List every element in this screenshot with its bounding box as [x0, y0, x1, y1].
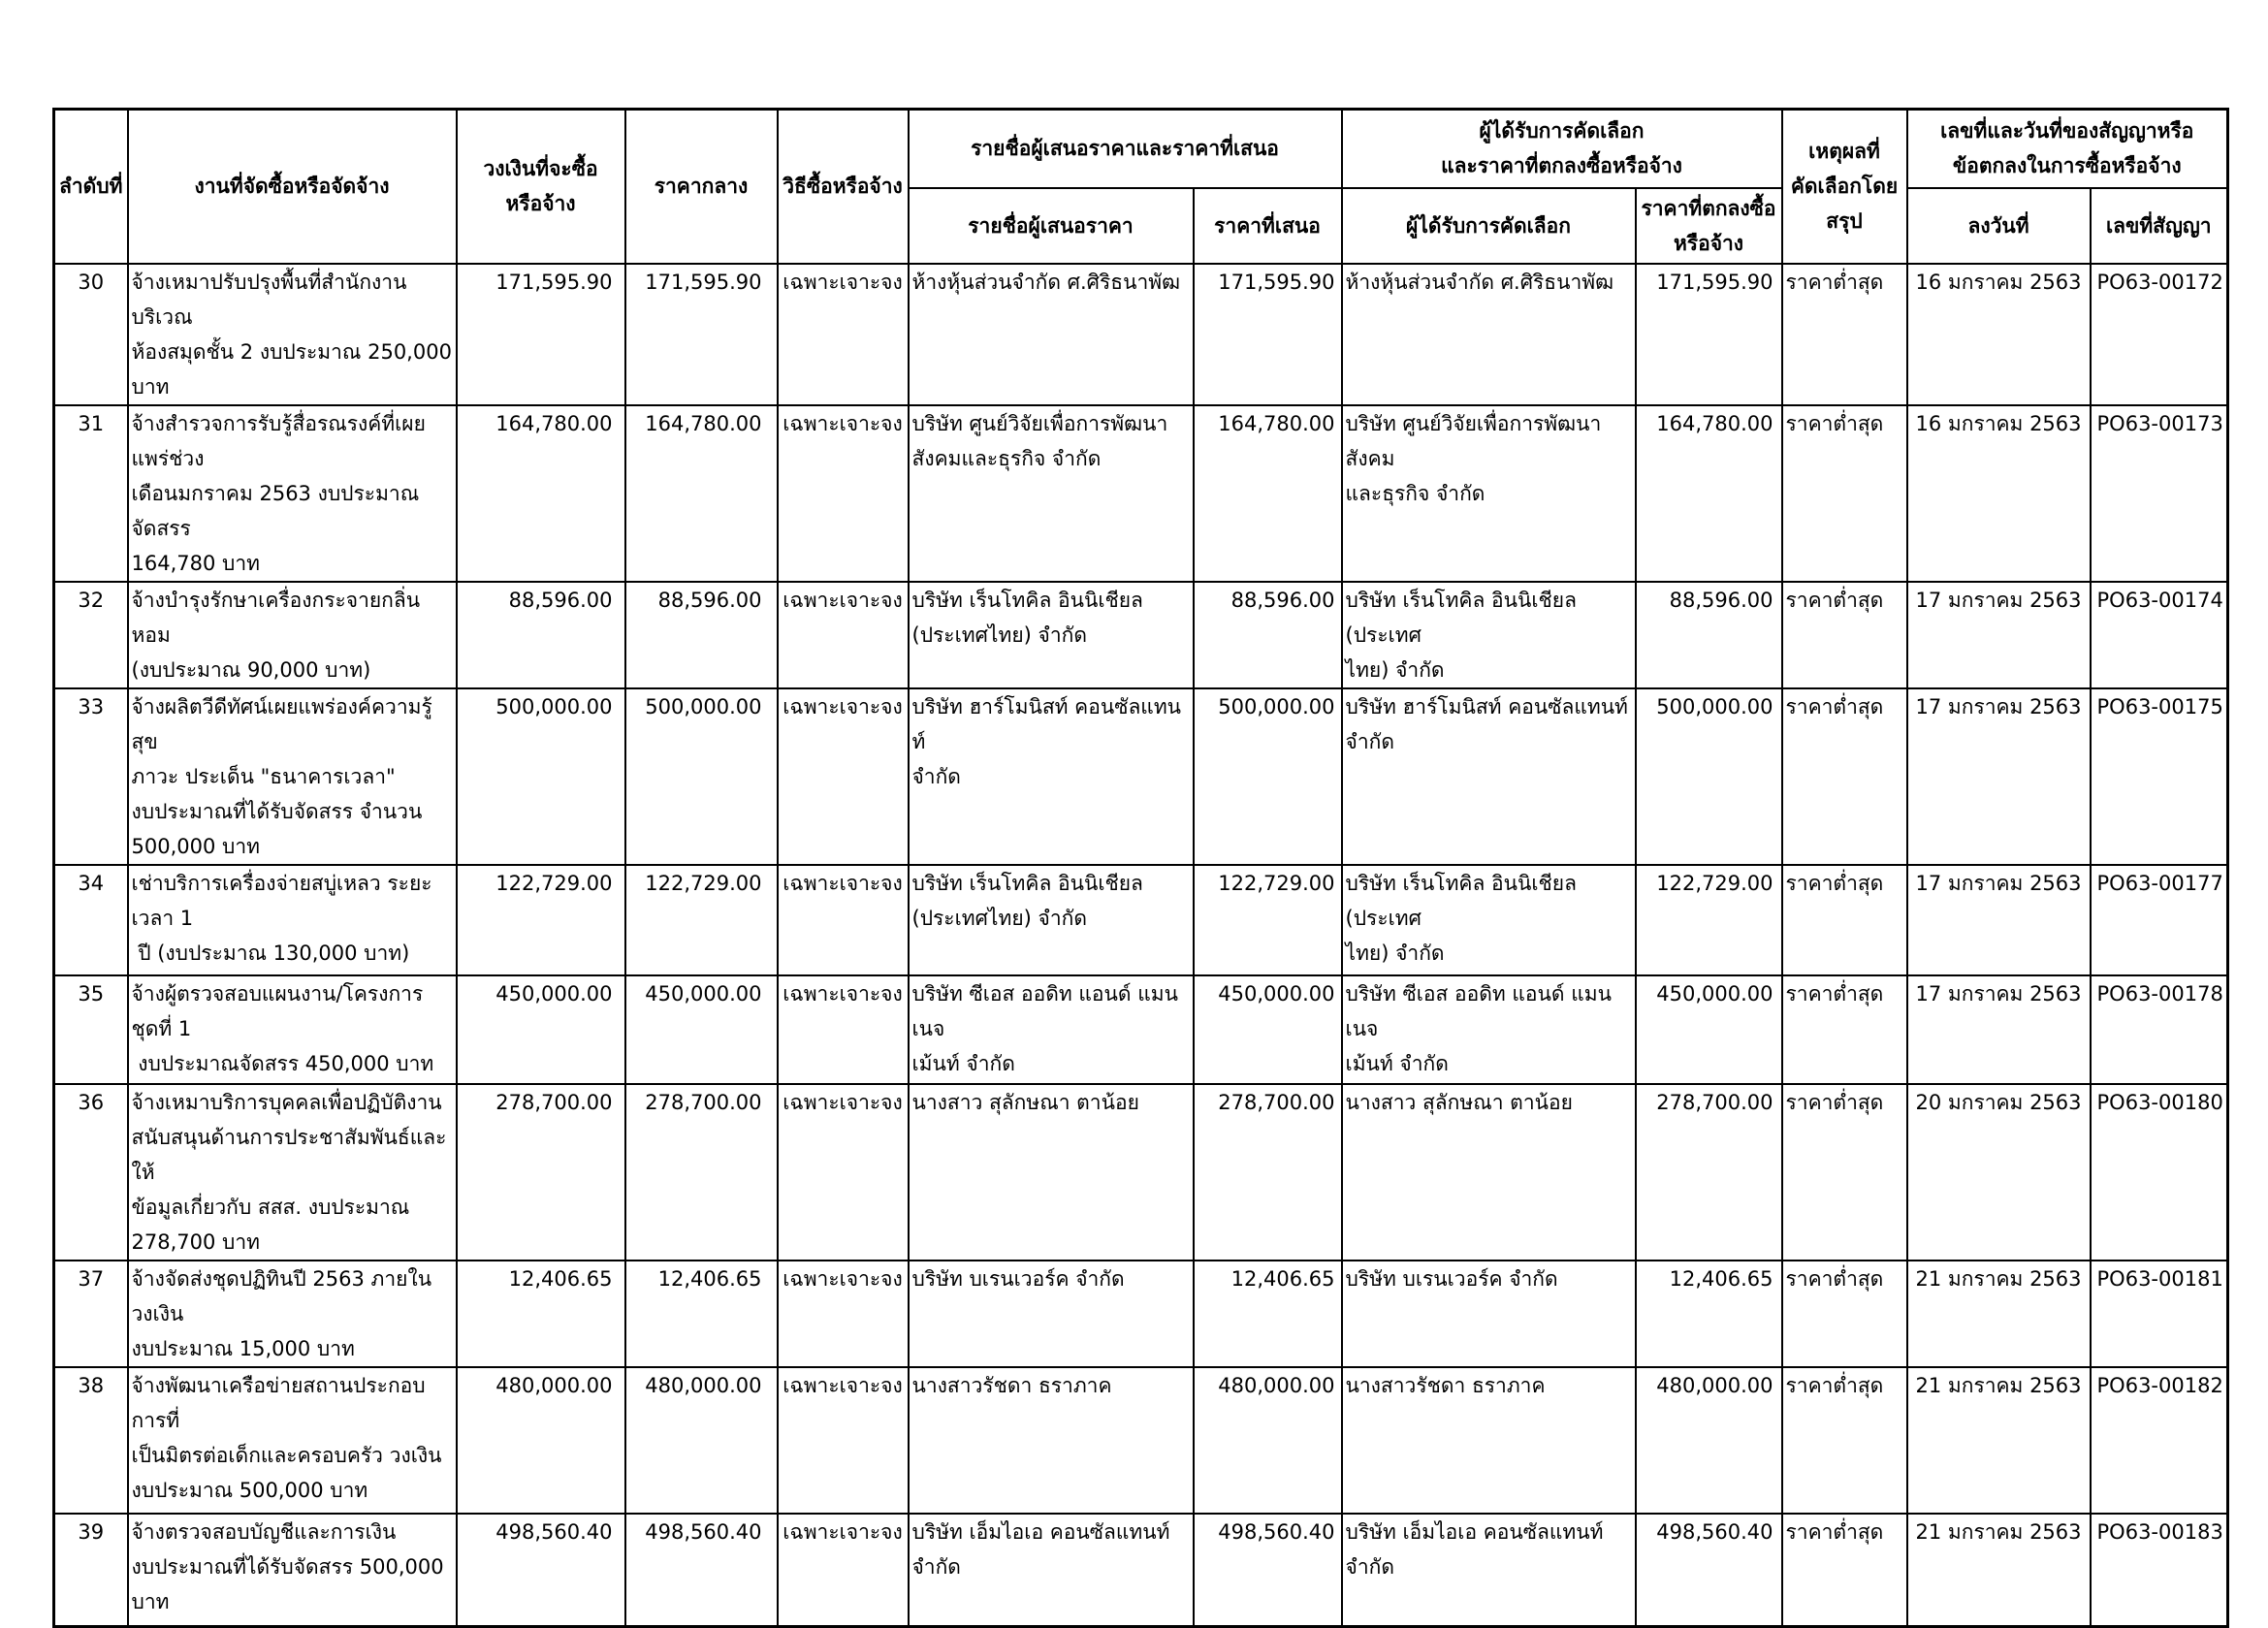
table-row	[54, 1367, 2228, 1514]
cell-no: 35	[54, 975, 128, 1084]
table-header	[54, 110, 2228, 264]
cell-work: จ้างพัฒนาเครือข่ายสถานประกอบการที่ เป็นมิตรต่อเด็กและครอบครัว วงเงิน งบประมาณ 500,000 บาท	[128, 1367, 457, 1514]
cell-contract-no: PO63-00172	[2091, 264, 2228, 405]
table-row	[54, 582, 2228, 688]
cell-budget: 480,000.00	[457, 1367, 625, 1514]
cell-bid-price: 480,000.00	[1194, 1367, 1342, 1514]
cell-method: เฉพาะเจาะจง	[778, 264, 909, 405]
cell-median-price: 500,000.00	[625, 688, 778, 865]
cell-agreed-price: 450,000.00	[1636, 975, 1782, 1084]
cell-median-price: 498,560.40	[625, 1514, 778, 1627]
cell-budget: 88,596.00	[457, 582, 625, 688]
cell-median-price: 278,700.00	[625, 1084, 778, 1261]
cell-reason: ราคาต่ำสุด	[1782, 264, 1907, 405]
cell-contract-no: PO63-00173	[2091, 405, 2228, 582]
table-row	[54, 865, 2228, 975]
cell-budget: 450,000.00	[457, 975, 625, 1084]
cell-work: จ้างเหมาปรับปรุงพื้นที่สำนักงานบริเวณ ห้องสมุดชั้น 2 งบประมาณ 250,000 บาท	[128, 264, 457, 405]
cell-contract-date: 21 มกราคม 2563	[1907, 1514, 2091, 1627]
cell-reason: ราคาต่ำสุด	[1782, 688, 1907, 865]
table-row	[54, 1514, 2228, 1627]
cell-reason: ราคาต่ำสุด	[1782, 1084, 1907, 1261]
cell-median-price: 171,595.90	[625, 264, 778, 405]
cell-selected: บริษัท ซีเอส ออดิท แอนด์ แมนเนจ เม้นท์ จำกัด	[1342, 975, 1636, 1084]
header-bid-price: ราคาที่เสนอ	[1194, 188, 1342, 264]
cell-bidder: นางสาว สุลักษณา ตาน้อย	[909, 1084, 1194, 1261]
cell-agreed-price: 12,406.65	[1636, 1261, 1782, 1367]
cell-work: จ้างผลิตวีดีทัศน์เผยแพร่องค์ความรู้สุข ภาวะ ประเด็น "ธนาคารเวลา" งบประมาณที่ได้รับจัดสรร จำนวน 500,000 บาท	[128, 688, 457, 865]
cell-agreed-price: 88,596.00	[1636, 582, 1782, 688]
header-bidder-name: รายชื่อผู้เสนอราคา	[909, 188, 1194, 264]
cell-selected: บริษัท เร็นโทคิล อินนิเชียล (ประเทศ ไทย) จำกัด	[1342, 582, 1636, 688]
cell-work: จ้างผู้ตรวจสอบแผนงาน/โครงการ ชุดที่ 1 งบประมาณจัดสรร 450,000 บาท	[128, 975, 457, 1084]
cell-budget: 164,780.00	[457, 405, 625, 582]
cell-contract-no: PO63-00183	[2091, 1514, 2228, 1627]
cell-bid-price: 498,560.40	[1194, 1514, 1342, 1627]
cell-reason: ราคาต่ำสุด	[1782, 865, 1907, 975]
header-agreed-price: ราคาที่ตกลงซื้อ หรือจ้าง	[1636, 188, 1782, 264]
cell-contract-date: 16 มกราคม 2563	[1907, 405, 2091, 582]
cell-no: 39	[54, 1514, 128, 1627]
cell-method: เฉพาะเจาะจง	[778, 1261, 909, 1367]
cell-contract-date: 21 มกราคม 2563	[1907, 1367, 2091, 1514]
cell-median-price: 12,406.65	[625, 1261, 778, 1367]
cell-method: เฉพาะเจาะจง	[778, 1514, 909, 1627]
cell-work: จ้างสำรวจการรับรู้สื่อรณรงค์ที่เผยแพร่ช่วง เดือนมกราคม 2563 งบประมาณจัดสรร 164,780 บาท	[128, 405, 457, 582]
cell-method: เฉพาะเจาะจง	[778, 975, 909, 1084]
cell-bid-price: 12,406.65	[1194, 1261, 1342, 1367]
cell-agreed-price: 122,729.00	[1636, 865, 1782, 975]
cell-bidder: นางสาวรัชดา ธราภาค	[909, 1367, 1194, 1514]
cell-median-price: 450,000.00	[625, 975, 778, 1084]
cell-bid-price: 171,595.90	[1194, 264, 1342, 405]
cell-bid-price: 278,700.00	[1194, 1084, 1342, 1261]
header-method: วิธีซื้อหรือจ้าง	[778, 110, 909, 264]
table-body	[54, 264, 2228, 1627]
cell-method: เฉพาะเจาะจง	[778, 405, 909, 582]
cell-method: เฉพาะเจาะจง	[778, 1367, 909, 1514]
cell-contract-date: 17 มกราคม 2563	[1907, 582, 2091, 688]
cell-reason: ราคาต่ำสุด	[1782, 1261, 1907, 1367]
cell-bid-price: 88,596.00	[1194, 582, 1342, 688]
cell-budget: 122,729.00	[457, 865, 625, 975]
header-reason: เหตุผลที่ คัดเลือกโดย สรุป	[1782, 110, 1907, 264]
cell-no: 34	[54, 865, 128, 975]
cell-method: เฉพาะเจาะจง	[778, 1084, 909, 1261]
cell-work: จ้างเหมาบริการบุคคลเพื่อปฏิบัติงาน สนับสนุนด้านการประชาสัมพันธ์และให้ ข้อมูลเกี่ยวกับ สสส. งบประมาณ 278,700 บาท	[128, 1084, 457, 1261]
header-contract-date: ลงวันที่	[1907, 188, 2091, 264]
cell-agreed-price: 278,700.00	[1636, 1084, 1782, 1261]
cell-agreed-price: 480,000.00	[1636, 1367, 1782, 1514]
cell-bid-price: 122,729.00	[1194, 865, 1342, 975]
header-selected-name: ผู้ได้รับการคัดเลือก	[1342, 188, 1636, 264]
cell-selected: นางสาวรัชดา ธราภาค	[1342, 1367, 1636, 1514]
cell-bidder: บริษัท เร็นโทคิล อินนิเชียล (ประเทศไทย) จำกัด	[909, 865, 1194, 975]
cell-budget: 12,406.65	[457, 1261, 625, 1367]
cell-selected: บริษัท บเรนเวอร์ค จำกัด	[1342, 1261, 1636, 1367]
cell-reason: ราคาต่ำสุด	[1782, 1514, 1907, 1627]
header-work: งานที่จัดซื้อหรือจัดจ้าง	[128, 110, 457, 264]
cell-budget: 171,595.90	[457, 264, 625, 405]
cell-reason: ราคาต่ำสุด	[1782, 975, 1907, 1084]
cell-reason: ราคาต่ำสุด	[1782, 1367, 1907, 1514]
table-row	[54, 688, 2228, 865]
cell-selected: บริษัท ศูนย์วิจัยเพื่อการพัฒนาสังคม และธุรกิจ จำกัด	[1342, 405, 1636, 582]
cell-work: จ้างจัดส่งชุดปฏิทินปี 2563 ภายในวงเงิน งบประมาณ 15,000 บาท	[128, 1261, 457, 1367]
cell-selected: บริษัท เร็นโทคิล อินนิเชียล (ประเทศ ไทย) จำกัด	[1342, 865, 1636, 975]
cell-no: 32	[54, 582, 128, 688]
cell-bidder: บริษัท เอ็มไอเอ คอนซัลแทนท์ จำกัด	[909, 1514, 1194, 1627]
cell-method: เฉพาะเจาะจง	[778, 865, 909, 975]
cell-selected: บริษัท ฮาร์โมนิสท์ คอนซัลแทนท์ จำกัด	[1342, 688, 1636, 865]
cell-contract-date: 16 มกราคม 2563	[1907, 264, 2091, 405]
cell-contract-no: PO63-00178	[2091, 975, 2228, 1084]
cell-bidder: บริษัท บเรนเวอร์ค จำกัด	[909, 1261, 1194, 1367]
cell-work: จ้างตรวจสอบบัญชีและการเงิน งบประมาณที่ได้รับจัดสรร 500,000 บาท	[128, 1514, 457, 1627]
cell-bidder: บริษัท ฮาร์โมนิสท์ คอนซัลแทนท์ จำกัด	[909, 688, 1194, 865]
cell-no: 31	[54, 405, 128, 582]
cell-contract-no: PO63-00181	[2091, 1261, 2228, 1367]
cell-contract-no: PO63-00174	[2091, 582, 2228, 688]
cell-no: 33	[54, 688, 128, 865]
cell-contract-no: PO63-00182	[2091, 1367, 2228, 1514]
cell-budget: 498,560.40	[457, 1514, 625, 1627]
header-no: ลำดับที่	[54, 110, 128, 264]
cell-contract-no: PO63-00175	[2091, 688, 2228, 865]
cell-agreed-price: 171,595.90	[1636, 264, 1782, 405]
cell-no: 37	[54, 1261, 128, 1367]
cell-work: เช่าบริการเครื่องจ่ายสบู่เหลว ระยะเวลา 1 ปี (งบประมาณ 130,000 บาท)	[128, 865, 457, 975]
cell-contract-date: 20 มกราคม 2563	[1907, 1084, 2091, 1261]
header-row-top	[54, 110, 2228, 188]
header-median-price: ราคากลาง	[625, 110, 778, 264]
header-contract-group: เลขที่และวันที่ของสัญญาหรือ ข้อตกลงในการซื้อหรือจ้าง	[1907, 110, 2228, 188]
cell-selected: นางสาว สุลักษณา ตาน้อย	[1342, 1084, 1636, 1261]
header-selected-group: ผู้ได้รับการคัดเลือก และราคาที่ตกลงซื้อหรือจ้าง	[1342, 110, 1782, 188]
cell-budget: 500,000.00	[457, 688, 625, 865]
cell-contract-date: 21 มกราคม 2563	[1907, 1261, 2091, 1367]
cell-no: 30	[54, 264, 128, 405]
cell-agreed-price: 500,000.00	[1636, 688, 1782, 865]
cell-budget: 278,700.00	[457, 1084, 625, 1261]
cell-median-price: 480,000.00	[625, 1367, 778, 1514]
cell-bidder: บริษัท ซีเอส ออดิท แอนด์ แมนเนจ เม้นท์ จำกัด	[909, 975, 1194, 1084]
procurement-table	[52, 108, 2229, 1628]
cell-bid-price: 164,780.00	[1194, 405, 1342, 582]
header-budget: วงเงินที่จะซื้อ หรือจ้าง	[457, 110, 625, 264]
cell-selected: บริษัท เอ็มไอเอ คอนซัลแทนท์ จำกัด	[1342, 1514, 1636, 1627]
table-row	[54, 975, 2228, 1084]
cell-contract-no: PO63-00180	[2091, 1084, 2228, 1261]
cell-no: 36	[54, 1084, 128, 1261]
cell-median-price: 122,729.00	[625, 865, 778, 975]
cell-contract-date: 17 มกราคม 2563	[1907, 975, 2091, 1084]
cell-agreed-price: 498,560.40	[1636, 1514, 1782, 1627]
cell-bidder: บริษัท เร็นโทคิล อินนิเชียล (ประเทศไทย) จำกัด	[909, 582, 1194, 688]
cell-median-price: 164,780.00	[625, 405, 778, 582]
header-bidders-group: รายชื่อผู้เสนอราคาและราคาที่เสนอ	[909, 110, 1342, 188]
table-row	[54, 1261, 2228, 1367]
cell-reason: ราคาต่ำสุด	[1782, 582, 1907, 688]
cell-reason: ราคาต่ำสุด	[1782, 405, 1907, 582]
cell-bid-price: 500,000.00	[1194, 688, 1342, 865]
cell-method: เฉพาะเจาะจง	[778, 688, 909, 865]
cell-work: จ้างบำรุงรักษาเครื่องกระจายกลิ่นหอม (งบประมาณ 90,000 บาท)	[128, 582, 457, 688]
cell-bid-price: 450,000.00	[1194, 975, 1342, 1084]
cell-bidder: บริษัท ศูนย์วิจัยเพื่อการพัฒนา สังคมและธุรกิจ จำกัด	[909, 405, 1194, 582]
cell-bidder: ห้างหุ้นส่วนจำกัด ศ.ศิริธนาพัฒ	[909, 264, 1194, 405]
cell-no: 38	[54, 1367, 128, 1514]
cell-contract-no: PO63-00177	[2091, 865, 2228, 975]
cell-method: เฉพาะเจาะจง	[778, 582, 909, 688]
cell-contract-date: 17 มกราคม 2563	[1907, 865, 2091, 975]
cell-selected: ห้างหุ้นส่วนจำกัด ศ.ศิริธนาพัฒ	[1342, 264, 1636, 405]
table-row	[54, 405, 2228, 582]
cell-contract-date: 17 มกราคม 2563	[1907, 688, 2091, 865]
header-contract-no: เลขที่สัญญา	[2091, 188, 2228, 264]
table-row	[54, 264, 2228, 405]
cell-agreed-price: 164,780.00	[1636, 405, 1782, 582]
table-row	[54, 1084, 2228, 1261]
cell-median-price: 88,596.00	[625, 582, 778, 688]
